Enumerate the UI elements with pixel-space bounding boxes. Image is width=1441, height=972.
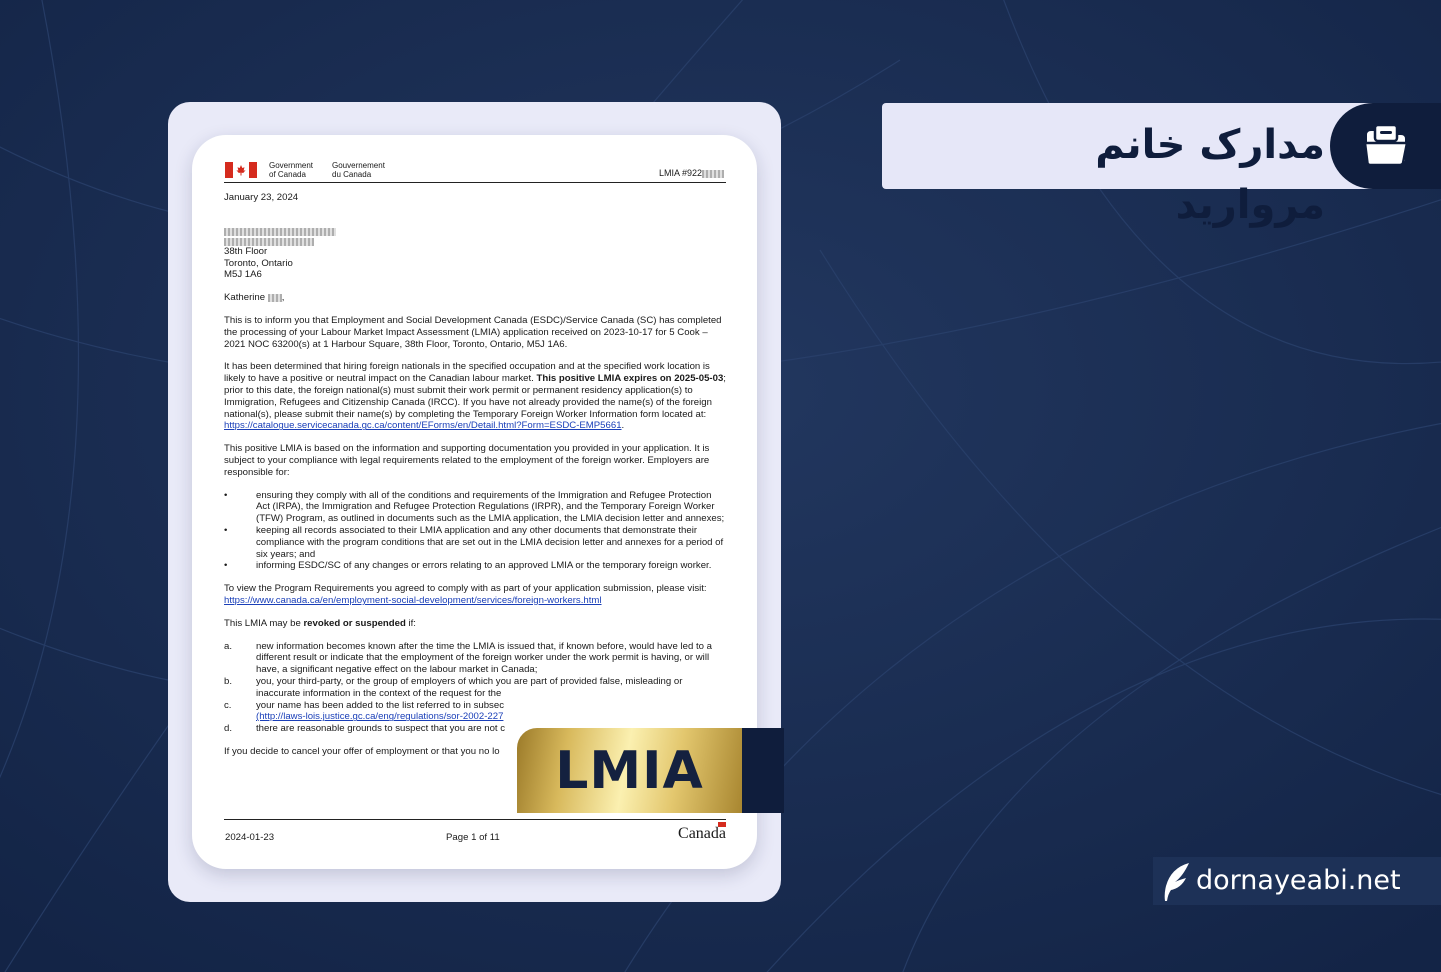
paragraph-program-requirements: To view the Program Requirements you agreed to comply with as part of your application submission, please visit: https://www.canada.ca/en/employment-social-development/services/foreign-workers.html [224, 583, 707, 606]
canada-flag-icon [225, 162, 257, 178]
responsibilities-list [224, 490, 726, 573]
paragraph-revocation: This LMIA may be revoked or suspended if: [224, 617, 416, 629]
list-item: b. you, your third-party, or the group of employers of which you are part of provided false, misleading or inaccurate information in the context of the request for the [224, 675, 683, 699]
redacted-line [224, 228, 336, 236]
canada-wordmark: Canada [678, 825, 726, 842]
footer-date: 2024-01-23 [225, 832, 275, 843]
list-item: • keeping all records associated to their LMIA application and any other documents that demonstrate their compliance with the program conditions that are set out in the LMIA decision letter and annexes for a period of six years; and [224, 524, 724, 560]
letter-footer [224, 819, 726, 849]
revocation-list [224, 641, 726, 735]
paragraph-responsibilities: This positive LMIA is based on the information and supporting documentation you provided in your application. It is subject to your compliance with legal requirements related to the employment of the foreign worker. Employers are responsible for: [224, 443, 710, 478]
folder-icon [1361, 123, 1411, 169]
feather-icon [1159, 860, 1195, 904]
list-item: • ensuring they comply with all of the conditions and requirements of the Immigration and Refugee Protection Act (IRPA), the Immigration and Refugee Protection Regulations (IRPR), and the Temporary Foreign Worker (TFW) Program, as outlined in documents such as the LMIA application, the LMIA decision letter and annexes; [224, 489, 725, 525]
paragraph-cancel-offer: If you decide to cancel your offer of employment or that you no lo [224, 745, 500, 757]
redacted-line [224, 238, 314, 246]
gouvernement-du-canada-label: Gouvernement du Canada [332, 161, 385, 179]
letter-date: January 23, 2024 [224, 192, 299, 203]
title-icon-badge [1330, 103, 1441, 189]
page-title: مدارک خانم مروارید [1095, 122, 1325, 228]
foreign-workers-link[interactable]: https://www.canada.ca/en/employment-social-development/services/foreign-workers.html [224, 594, 602, 606]
paragraph-determination: It has been determined that hiring foreign nationals in the specified occupation and at the specified work location is likely to have a positive or neutral impact on the Canadian labour market. This positive LMIA expires on 2025-05-03; prior to this date, the foreign national(s) must submit their work permit or permanent residency application(s) to Immigration, Refugees and Citizenship Canada (IRCC). If you have not already provided the name(s) of the foreign national(s), please submit their name(s) by completing the Temporary Foreign Worker Information form located at: https://catalogue.servicecanada.gc.ca/content/EForms/en/Detail.html?Form=ESDC-EMP5661. [224, 361, 726, 432]
lmia-badge [517, 728, 742, 813]
salutation: Katherine , [224, 292, 285, 304]
list-item: (http://laws-lois.justice.gc.ca/eng/regulations/sor-2002-227 [256, 711, 504, 723]
list-item: a. new information becomes known after the time the LMIA is issued that, if known before, would have led to a different result or indicate that the employment of the foreign worker under the work permit is having, or will have, a significant negative effect on the labour market in Canada; [224, 640, 712, 676]
list-item: c. your name has been added to the list referred to in subsec [224, 699, 504, 711]
lmia-letter [224, 157, 726, 758]
paragraph-processing: This is to inform you that Employment and Social Development Canada (ESDC)/Service Canada (SC) has completed the processing of your Labour Market Impact Assessment (LMIA) application received on 2023-10-17 for 5 Cook – 2021 NOC 63200(s) at 1 Harbour Square, 38th Floor, Toronto, Ontario, M5J 1A6. [224, 314, 722, 350]
list-item: d. there are reasonable grounds to suspect that you are not c [224, 723, 506, 735]
government-of-canada-label: Government of Canada [269, 161, 314, 179]
lmia-number: LMIA #922 [659, 168, 724, 180]
recipient-address: 38th Floor Toronto, Ontario M5J 1A6 [224, 228, 726, 281]
site-url[interactable]: dornayeabi.net [1196, 865, 1401, 896]
footer-page-number: Page 1 of 11 [446, 832, 500, 843]
temporary-foreign-worker-form-link[interactable]: https://catalogue.servicecanada.gc.ca/content/EForms/en/Detail.html?Form=ESDC-EMP5661 [224, 420, 622, 432]
letter-header [224, 157, 726, 183]
badge-accent [740, 728, 784, 813]
list-item: • informing ESDC/SC of any changes or errors relating to an approved LMIA or the temporary foreign worker. [224, 560, 712, 572]
lmia-badge-label: LMIA [555, 740, 704, 801]
